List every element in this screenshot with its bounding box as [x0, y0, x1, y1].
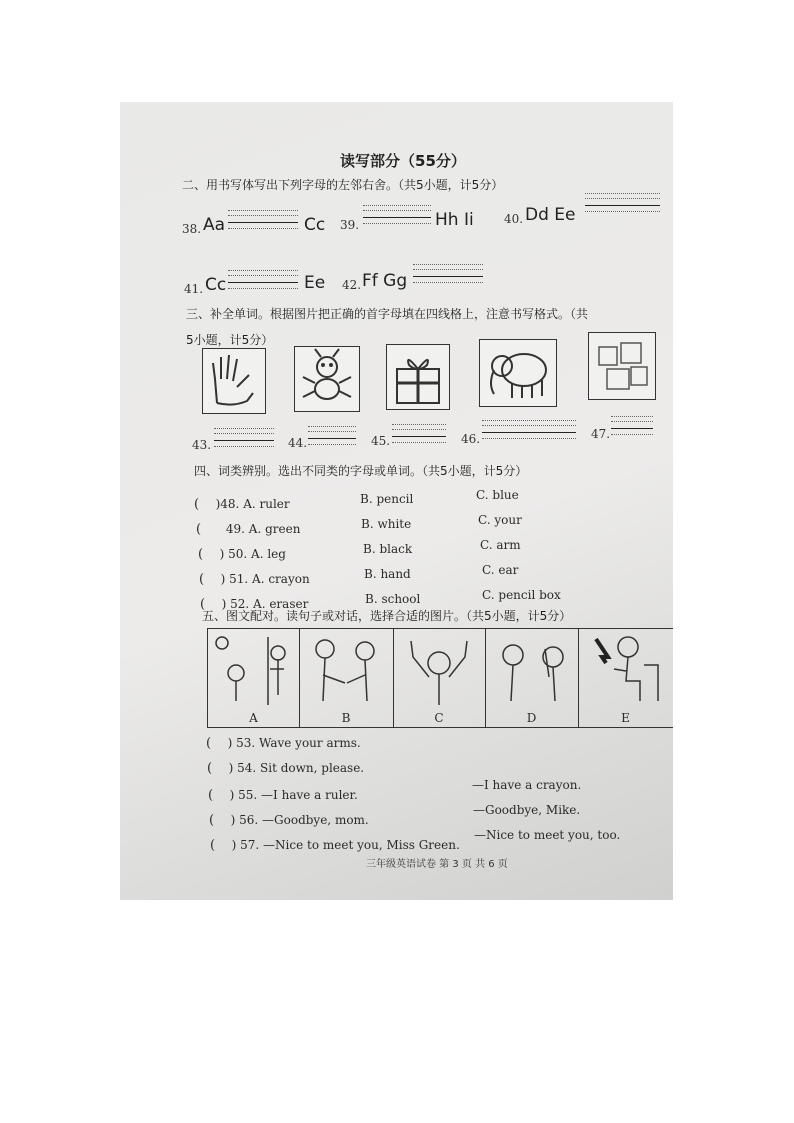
picture-option-b	[299, 629, 394, 727]
q47-answer-line[interactable]	[611, 416, 653, 434]
q53-row	[206, 736, 361, 751]
option-d-label: D	[526, 711, 537, 725]
exam-page	[120, 102, 673, 900]
q57-text: —Nice to meet you, Miss Green.	[263, 838, 460, 852]
q55-text: —I have a ruler.	[261, 788, 358, 802]
q43-answer-line[interactable]	[214, 428, 274, 446]
q48-option-c: C. blue	[476, 488, 519, 502]
q55-number: ) 55.	[229, 788, 258, 802]
answer-paren[interactable]: (	[210, 838, 232, 853]
q47-number: 47.	[591, 427, 611, 441]
q45-number: 45.	[371, 434, 391, 448]
q57-row	[210, 838, 460, 853]
q57-reply: —Nice to meet you, too.	[474, 828, 621, 842]
q39-right-letters: Hh Ii	[435, 210, 474, 230]
q48-number: )48.	[215, 497, 240, 511]
q51-number: ) 51.	[220, 572, 249, 586]
q48-option-b: B. pencil	[360, 492, 414, 506]
q38-left-letters: Aa	[203, 215, 226, 235]
q51-option-c: C. ear	[482, 563, 519, 577]
ice-picture	[588, 332, 656, 400]
answer-paren[interactable]: (	[206, 736, 228, 751]
picture-option-c	[393, 629, 486, 727]
q56-reply: —Goodbye, Mike.	[473, 803, 581, 817]
ant-picture	[294, 346, 360, 412]
q56-number: ) 56.	[230, 813, 259, 827]
answer-paren[interactable]: (	[199, 572, 221, 587]
answer-paren[interactable]: (	[208, 788, 230, 803]
q55-row	[208, 788, 358, 803]
answer-paren[interactable]: (	[200, 597, 222, 612]
q38-number: 38.	[182, 222, 202, 236]
picture-option-e	[578, 629, 673, 727]
section-3-heading-line2: 5小题，计5分）	[186, 333, 274, 347]
q40-number: 40.	[504, 212, 524, 226]
q51-option-a: A. crayon	[252, 572, 310, 586]
q42-answer-line[interactable]	[413, 264, 483, 282]
q54-text: Sit down, please.	[260, 761, 365, 775]
answer-paren[interactable]: (	[196, 522, 226, 537]
option-b-label: B	[341, 711, 351, 725]
section-4-heading: 四、词类辨别。选出不同类的字母或单词。（共5小题，计5分）	[194, 464, 528, 478]
q44-number: 44.	[288, 436, 308, 450]
q50-number: ) 50.	[219, 547, 248, 561]
q42-left-letters: Ff Gg	[362, 271, 408, 291]
q45-answer-line[interactable]	[392, 424, 446, 442]
q54-number: ) 54.	[228, 761, 257, 775]
q52-option-c: C. pencil box	[482, 588, 561, 602]
section-2-heading: 二、用书写体写出下列字母的左邻右舍。（共5小题，计5分）	[182, 178, 504, 192]
section-5-heading: 五、图文配对。读句子或对话，选择合适的图片。（共5小题，计5分）	[202, 609, 572, 623]
q50-row	[198, 547, 286, 562]
q53-number: ) 53.	[227, 736, 256, 750]
q51-option-b: B. hand	[364, 567, 411, 581]
q46-number: 46.	[461, 432, 481, 446]
q50-option-a: A. leg	[251, 547, 286, 561]
q41-number: 41.	[184, 282, 204, 296]
section-3-heading-line1: 三、补全单词。根据图片把正确的首字母填在四线格上，注意书写格式。（共	[186, 307, 589, 321]
q52-option-a: A. eraser	[253, 597, 309, 611]
q48-option-a: A. ruler	[243, 497, 290, 511]
q52-option-b: B. school	[365, 592, 421, 606]
q46-answer-line[interactable]	[482, 420, 576, 438]
q43-number: 43.	[192, 438, 212, 452]
q57-number: ) 57.	[231, 838, 260, 852]
answer-paren[interactable]: (	[207, 761, 229, 776]
option-a-label: A	[249, 711, 258, 725]
option-e-label: E	[621, 711, 630, 725]
q49-option-a: A. green	[248, 522, 301, 536]
q40-answer-line[interactable]	[585, 193, 660, 211]
q42-number: 42.	[342, 278, 362, 292]
hand-picture	[202, 348, 266, 414]
q49-option-c: C. your	[478, 513, 522, 527]
answer-paren[interactable]: (	[198, 547, 220, 562]
page-footer: 三年级英语试卷 第 3 页 共 6 页	[366, 859, 508, 870]
q51-row	[199, 572, 310, 587]
q49-number: 49.	[225, 522, 245, 536]
q39-number: 39.	[340, 218, 360, 232]
picture-options-strip	[207, 628, 673, 728]
q54-row	[207, 761, 364, 776]
q50-option-b: B. black	[363, 542, 413, 556]
q52-number: ) 52.	[221, 597, 250, 611]
option-c-label: C	[434, 711, 444, 725]
q56-row	[209, 813, 369, 828]
q40-left-letters: Dd Ee	[525, 205, 576, 225]
q41-left-letters: Cc	[205, 275, 227, 295]
q55-reply: —I have a crayon.	[472, 778, 582, 792]
q53-text: Wave your arms.	[259, 736, 361, 750]
q38-answer-line[interactable]	[228, 210, 298, 228]
answer-paren[interactable]: (	[209, 813, 231, 828]
q49-option-b: B. white	[361, 517, 412, 531]
q38-right-letters: Cc	[304, 215, 326, 235]
q50-option-c: C. arm	[480, 538, 521, 552]
picture-option-d	[485, 629, 579, 727]
picture-option-a	[208, 629, 300, 727]
q56-text: —Goodbye, mom.	[262, 813, 369, 827]
elephant-picture	[479, 339, 557, 407]
answer-paren[interactable]: (	[194, 497, 216, 512]
page-title: 读写部分（55分）	[340, 152, 466, 170]
q41-right-letters: Ee	[304, 273, 326, 293]
q41-answer-line[interactable]	[228, 270, 298, 288]
q44-answer-line[interactable]	[308, 426, 356, 444]
q48-row	[194, 497, 290, 512]
q49-row	[196, 522, 300, 537]
q39-answer-line[interactable]	[363, 205, 431, 223]
gift-picture	[386, 344, 450, 410]
